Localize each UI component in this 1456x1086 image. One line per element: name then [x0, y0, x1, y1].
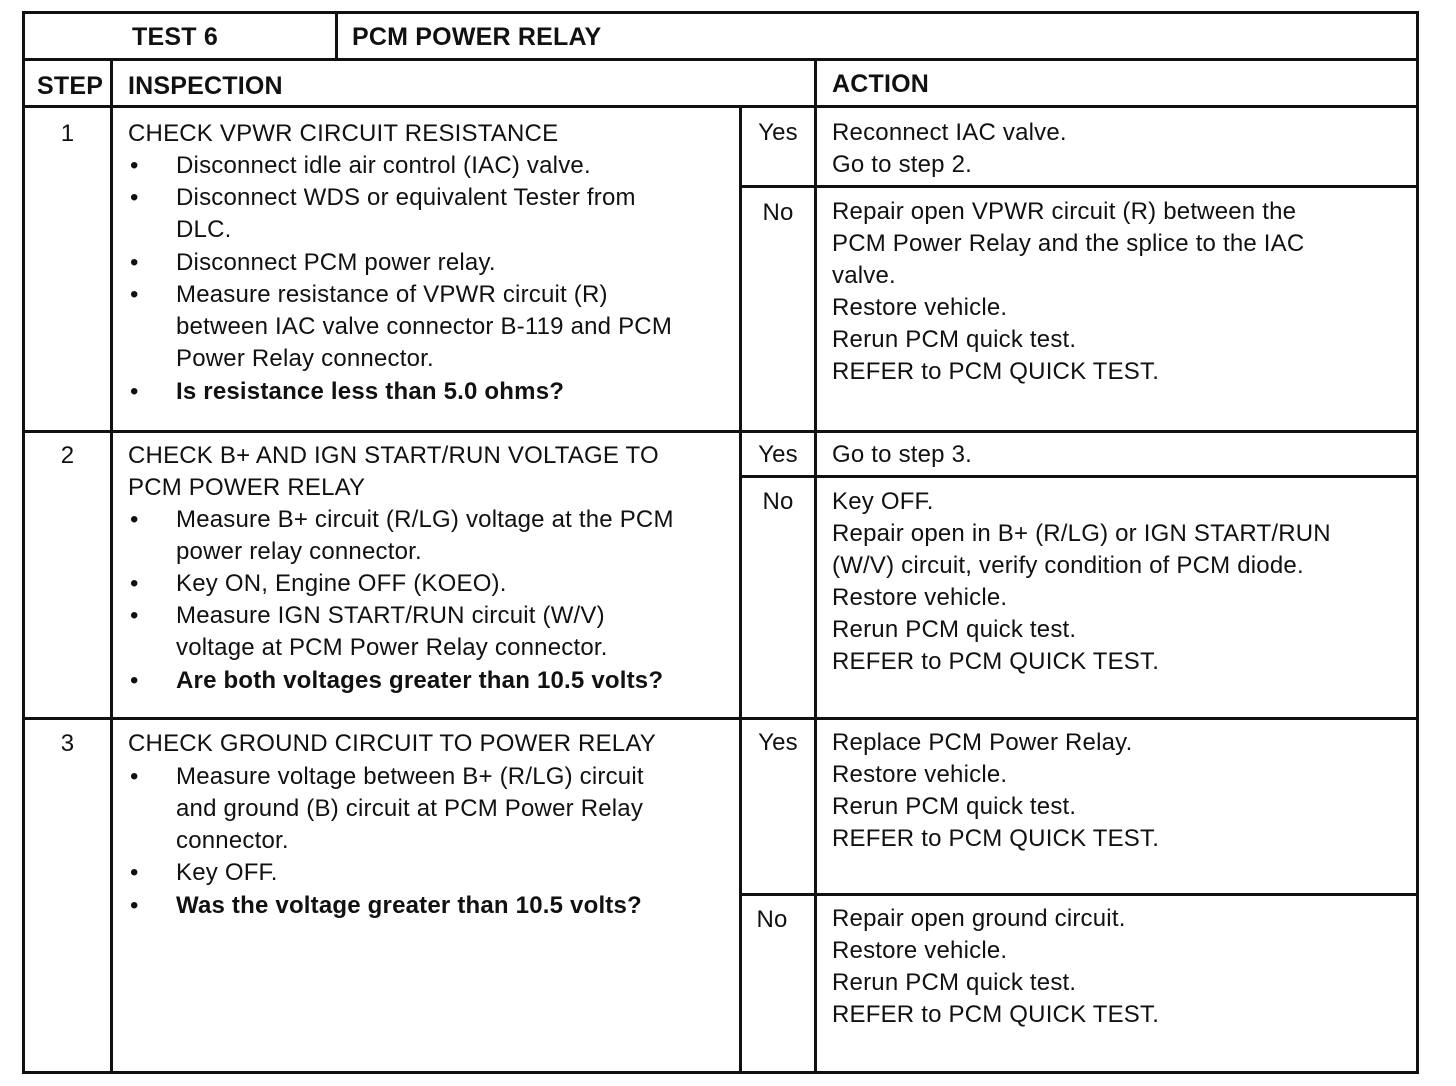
yes-action: Replace PCM Power Relay. Restore vehicle. Rerun PCM quick test. REFER to PCM QUICK TEST.: [832, 729, 1160, 852]
bullet-icon: •: [130, 281, 139, 308]
bullet-icon: •: [130, 152, 139, 179]
step-number: 1: [60, 120, 75, 147]
step2-yes-no-divider: [739, 475, 1419, 478]
no-action: Repair open ground circuit. Restore vehicle. Rerun PCM quick test. REFER to PCM QUICK TEST.: [832, 905, 1160, 1028]
bullet-icon: •: [130, 763, 139, 790]
action-column-divider: [814, 58, 817, 1074]
no-label: No: [762, 199, 794, 226]
step-column-divider: [110, 58, 113, 1074]
header-divider: [22, 58, 1419, 61]
inspection-bullet: Disconnect idle air control (IAC) valve.: [176, 152, 591, 179]
step-title: CHECK B+ AND IGN START/RUN VOLTAGE TO PCM POWER RELAY: [128, 442, 659, 501]
inspection-question: Are both voltages greater than 10.5 volts?: [176, 667, 664, 694]
inspection-bullet: Disconnect PCM power relay.: [176, 249, 496, 276]
bullet-icon: •: [130, 249, 139, 276]
no-action: Repair open VPWR circuit (R) between the PCM Power Relay and the splice to the IAC valve. Restore vehicle. Rerun PCM quick test. REFER to PCM QUICK TEST.: [832, 198, 1305, 385]
inspection-bullet: Measure B+ circuit (R/LG) voltage at the PCM power relay connector.: [176, 506, 674, 565]
bullet-icon: •: [130, 859, 139, 886]
bullet-icon: •: [130, 570, 139, 597]
step-divider-1: [22, 430, 1419, 433]
step-number: 3: [60, 730, 75, 757]
bullet-icon: •: [130, 602, 139, 629]
inspection-question: Was the voltage greater than 10.5 volts?: [176, 892, 642, 919]
bullet-icon: •: [130, 184, 139, 211]
bullet-icon: •: [130, 378, 139, 405]
step-title: CHECK VPWR CIRCUIT RESISTANCE: [128, 120, 559, 147]
bullet-icon: •: [130, 667, 139, 694]
no-action: Key OFF. Repair open in B+ (R/LG) or IGN START/RUN (W/V) circuit, verify condition of PCM diode. Restore vehicle. Rerun PCM quick test. REFER to PCM QUICK TEST.: [832, 488, 1331, 675]
test-title: PCM POWER RELAY: [352, 23, 602, 51]
no-label: No: [756, 906, 788, 933]
step1-yes-no-divider: [739, 185, 1419, 188]
step-column-header: STEP: [37, 72, 104, 100]
inspection-bullet: Measure resistance of VPWR circuit (R) between IAC valve connector B-119 and PCM Power Relay connector.: [176, 281, 673, 372]
inspection-bullet: Key OFF.: [176, 859, 278, 886]
action-column-header: ACTION: [832, 70, 930, 98]
bullet-icon: •: [130, 892, 139, 919]
inspection-column-header: INSPECTION: [128, 72, 283, 100]
inspection-bullet: Measure IGN START/RUN circuit (W/V) voltage at PCM Power Relay connector.: [176, 602, 608, 661]
step-divider-2: [22, 717, 1419, 720]
bullet-icon: •: [130, 506, 139, 533]
table-border-right: [1416, 11, 1419, 1074]
yes-label: Yes: [758, 119, 798, 146]
table-border-left: [22, 11, 25, 1074]
inspection-question: Is resistance less than 5.0 ohms?: [176, 378, 565, 405]
yes-action: Go to step 3.: [832, 441, 973, 468]
step-number: 2: [60, 442, 75, 469]
yes-label: Yes: [758, 729, 798, 756]
inspection-bullet: Key ON, Engine OFF (KOEO).: [176, 570, 507, 597]
yes-label: Yes: [758, 441, 798, 468]
no-label: No: [762, 488, 794, 515]
inspection-bullet: Disconnect WDS or equivalent Tester from DLC.: [176, 184, 636, 243]
test-label: TEST 6: [132, 23, 218, 51]
title-divider: [335, 11, 338, 61]
table-border-bottom: [22, 1071, 1419, 1074]
step-title: CHECK GROUND CIRCUIT TO POWER RELAY: [128, 730, 656, 757]
column-header-divider: [22, 105, 1419, 108]
step3-yes-no-divider: [739, 893, 1419, 896]
inspection-bullet: Measure voltage between B+ (R/LG) circuit and ground (B) circuit at PCM Power Relay connector.: [176, 763, 644, 854]
yes-action: Reconnect IAC valve. Go to step 2.: [832, 119, 1067, 178]
table-border-top: [22, 11, 1419, 14]
